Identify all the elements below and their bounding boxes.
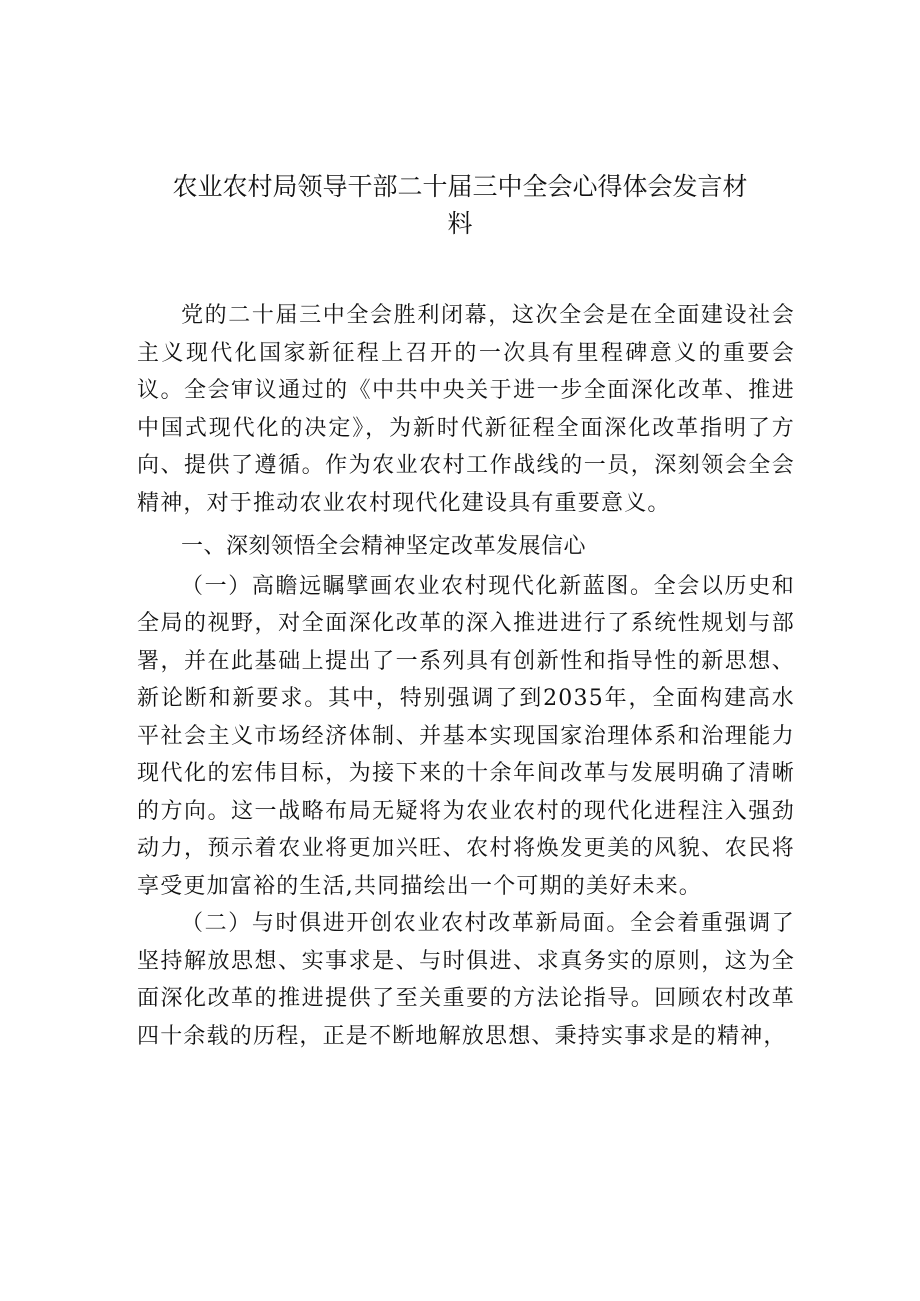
intro-paragraph: 党的二十届三中全会胜利闭幕，这次全会是在全面建设社会主义现代化国家新征程上召开的一次具有里程碑意义的重要会议。全会审议通过的《中共中央关于进一步全面深化改革、推进中国式现代化的决定》，为新时代新征程全面深化改革指明了方向、提供了遵循。作为农业农村工作战线的一员，深刻领会全会精神，对于推动农业农村现代化建设具有重要意义。 <box>137 303 795 516</box>
section-heading-1: 一、深刻领悟全会精神坚定改革发展信心 <box>181 534 587 559</box>
document-title <box>130 168 790 242</box>
paragraph-1: （一）高瞻远瞩擘画农业农村现代化新蓝图。全会以历史和全局的视野，对全面深化改革的深入推进进行了系统性规划与部署，并在此基础上提出了一系列具有创新性和指导性的新思想、新论断和新要求。其中，特别强调了到2035年，全面构建高水平社会主义市场经济体制、并基本实现国家治理体系和治理能力现代化的宏伟目标，为接下来的十余年间改革与发展明确了清晰的方向。这一战略布局无疑将为农业农村的现代化进程注入强劲动力，预示着农业将更加兴旺、农村将焕发更美的风貌、农民将享受更加富裕的生活,共同描绘出一个可期的美好未来。 <box>137 573 795 899</box>
title-line-1: 农业农村局领导干部二十届三中全会心得体会发言材 <box>172 172 748 201</box>
title-line-2: 料 <box>447 209 473 238</box>
paragraph-2: （二）与时俱进开创农业农村改革新局面。全会着重强调了坚持解放思想、实事求是、与时俱进、求真务实的原则，这为全面深化改革的推进提供了至关重要的方法论指导。回顾农村改革四十余载的历程，正是不断地解放思想、秉持实事求是的精神， <box>137 911 795 1049</box>
document-body <box>137 297 795 1055</box>
